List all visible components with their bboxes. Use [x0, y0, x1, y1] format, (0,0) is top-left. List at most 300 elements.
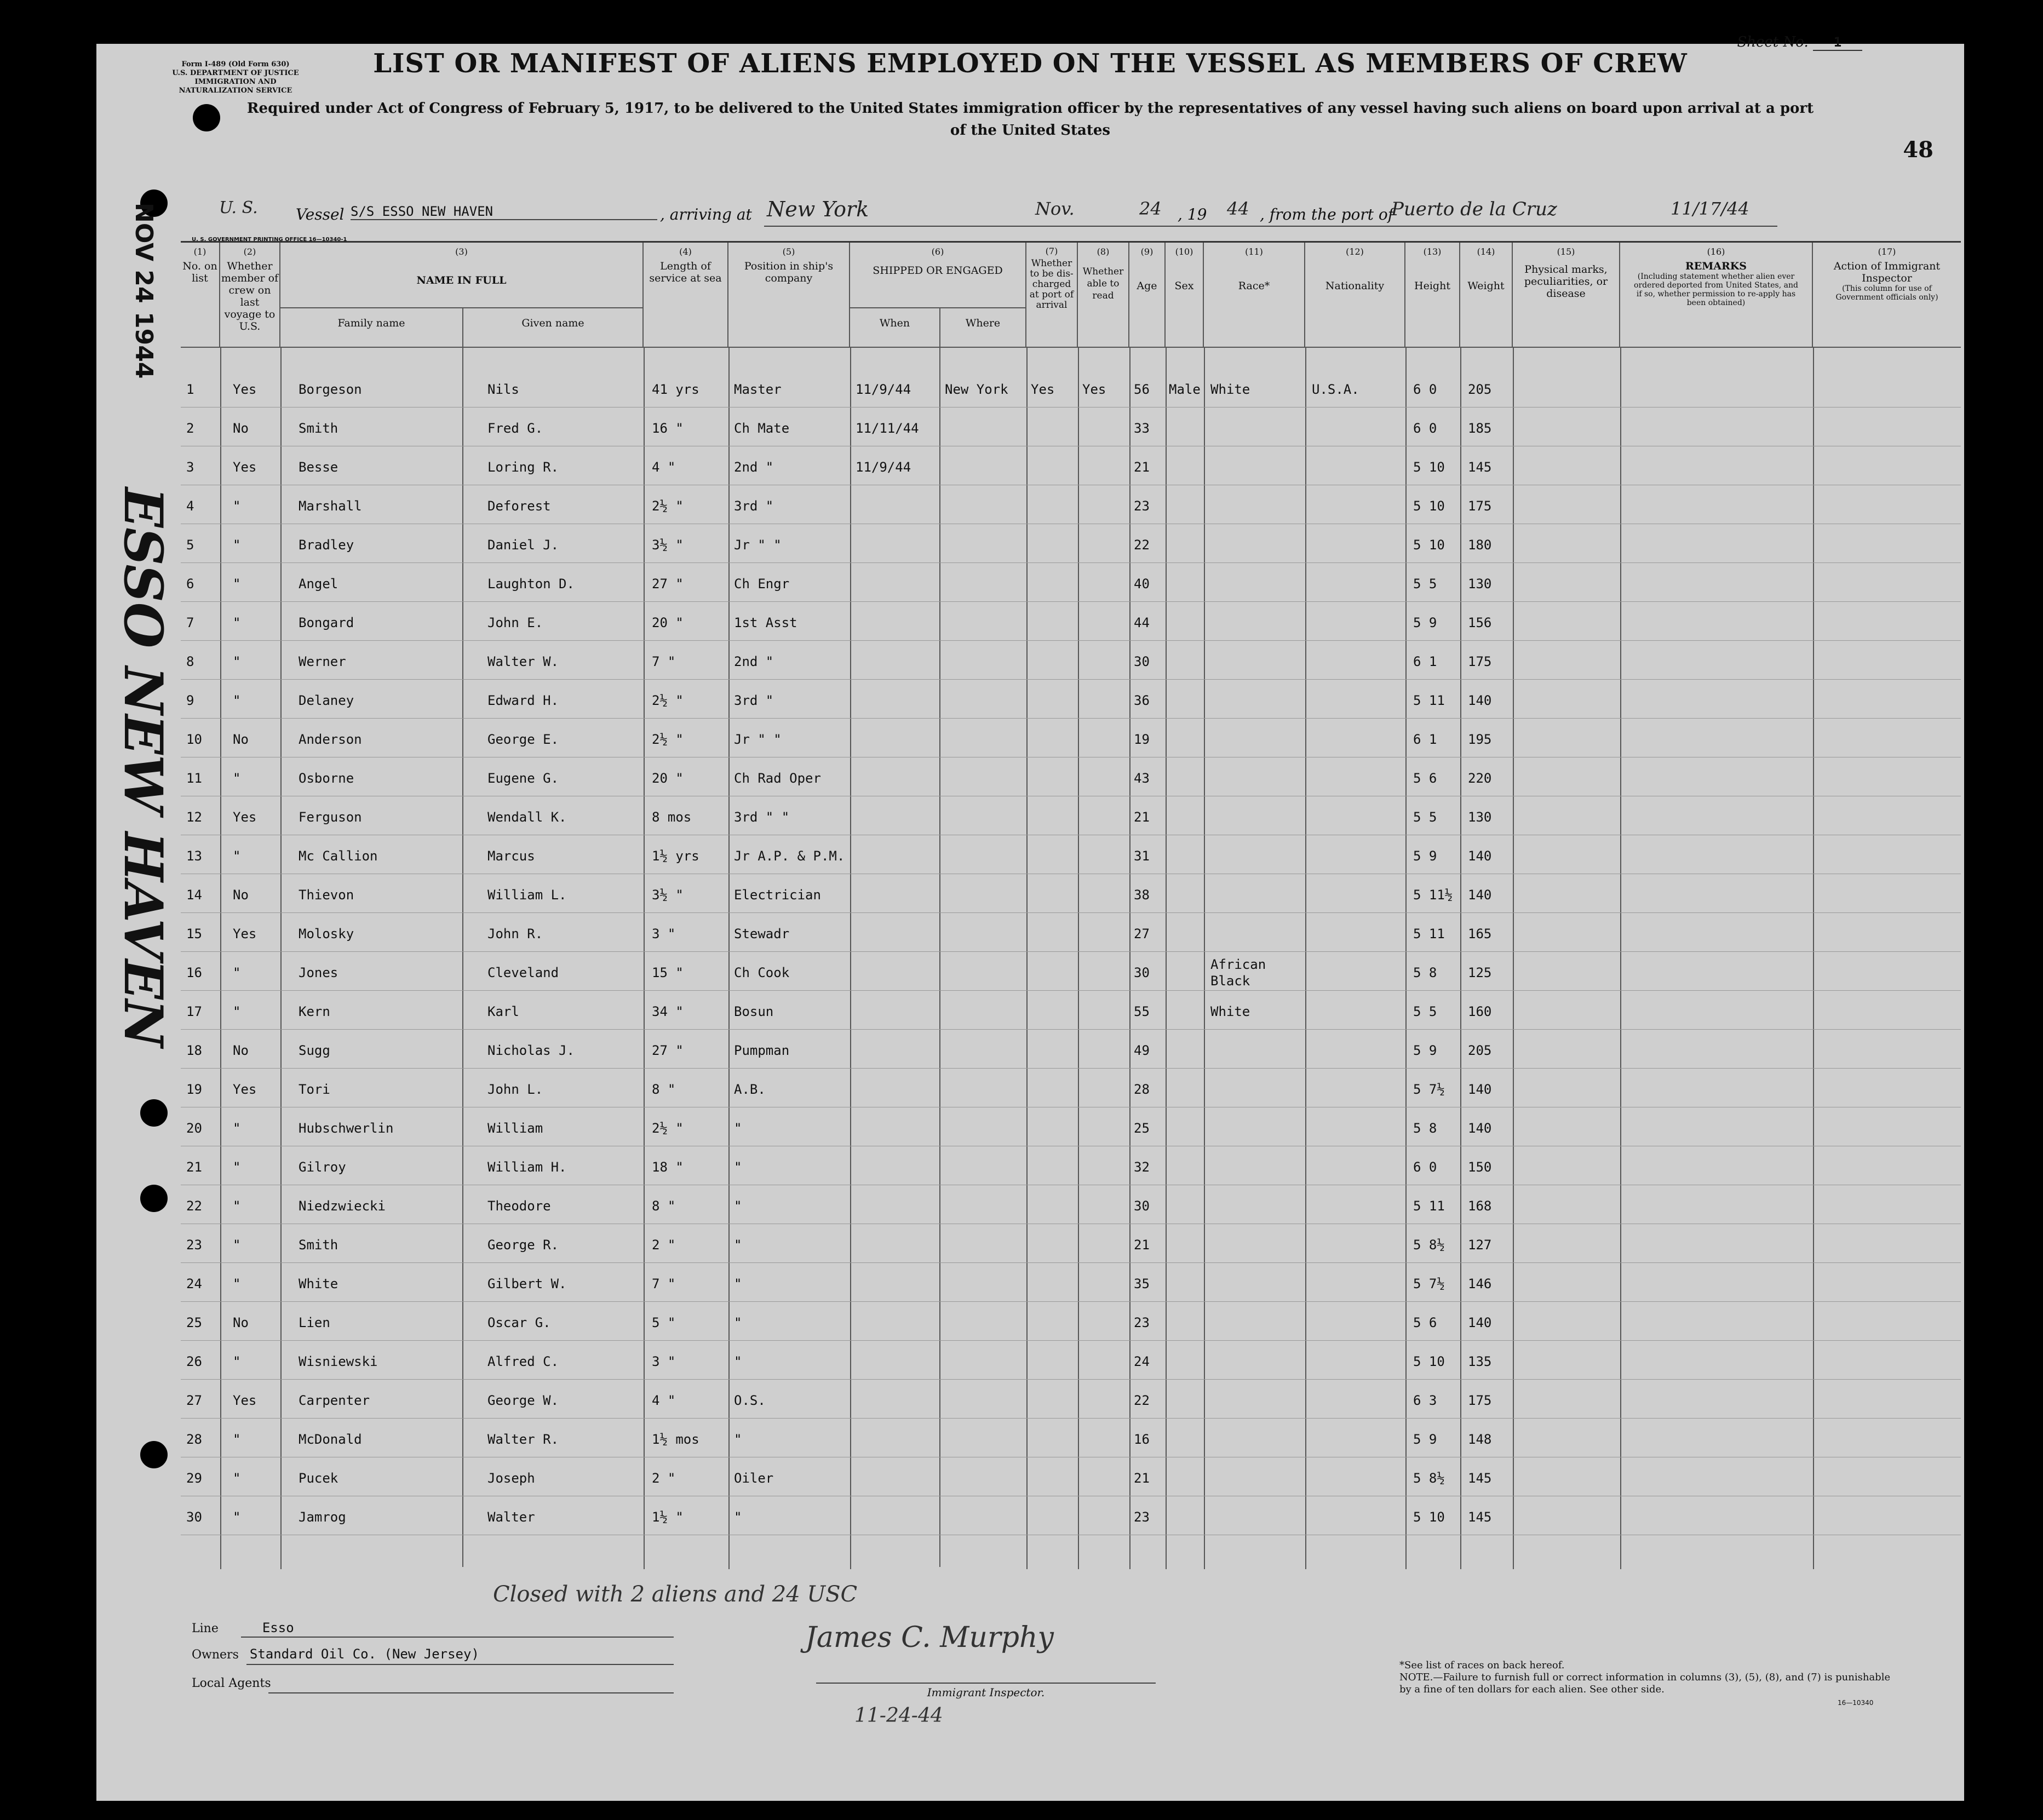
- row-weight: 140: [1468, 848, 1492, 864]
- row-rule: [181, 1379, 1961, 1380]
- row-prev-voyage: Yes: [233, 382, 257, 397]
- row-family-name: Jamrog: [299, 1509, 346, 1525]
- row-age: 38: [1134, 887, 1150, 903]
- row-given-name: Wendall K.: [487, 809, 567, 825]
- row-rule: [181, 1262, 1961, 1263]
- row-position: ": [734, 1509, 742, 1525]
- row-no: 29: [186, 1471, 202, 1486]
- row-height: 5 7½: [1413, 1276, 1445, 1291]
- row-age: 21: [1134, 809, 1150, 825]
- row-position: Oiler: [734, 1471, 774, 1486]
- row-given-name: George E.: [487, 732, 559, 747]
- row-discharged: Yes: [1031, 382, 1055, 397]
- signature-label: Immigrant Inspector.: [816, 1683, 1156, 1699]
- row-family-name: Niedzwiecki: [299, 1198, 386, 1214]
- row-given-name: William: [487, 1121, 543, 1136]
- row-given-name: Cleveland: [487, 965, 559, 980]
- row-height: 5 5: [1413, 576, 1437, 592]
- row-family-name: Gilroy: [299, 1159, 346, 1175]
- row-no: 17: [186, 1004, 202, 1019]
- header-name: (3) NAME IN FULL: [280, 243, 644, 347]
- row-position: ": [734, 1432, 742, 1447]
- sheet-number: Sheet No. 1: [1737, 34, 1862, 51]
- row-given-name: Nicholas J.: [487, 1043, 575, 1058]
- row-when: 11/9/44: [856, 382, 911, 397]
- row-prev-voyage: ": [233, 1198, 241, 1214]
- row-no: 8: [186, 654, 194, 669]
- table-row: [181, 447, 1961, 486]
- row-rule: [181, 601, 1961, 602]
- row-height: 5 11: [1413, 1198, 1445, 1214]
- row-rule: [181, 951, 1961, 952]
- row-no: 2: [186, 421, 194, 436]
- row-age: 23: [1134, 1315, 1150, 1330]
- row-weight: 130: [1468, 576, 1492, 592]
- row-service: 27 ": [652, 1043, 684, 1058]
- row-weight: 175: [1468, 498, 1492, 514]
- row-where: New York: [945, 382, 1008, 397]
- row-no: 23: [186, 1237, 202, 1253]
- row-weight: 220: [1468, 771, 1492, 786]
- owners-value: Standard Oil Co. (New Jersey): [249, 1646, 479, 1662]
- row-height: 6 0: [1413, 421, 1437, 436]
- table-row: [181, 525, 1961, 564]
- closing-note: Closed with 2 aliens and 24 USC: [493, 1582, 858, 1607]
- row-age: 28: [1134, 1082, 1150, 1097]
- row-family-name: Jones: [299, 965, 338, 980]
- table-row: [181, 1109, 1961, 1147]
- table-row: [181, 759, 1961, 797]
- row-family-name: Tori: [299, 1082, 330, 1097]
- row-position: ": [734, 1159, 742, 1175]
- row-rule: [181, 1340, 1961, 1341]
- row-weight: 146: [1468, 1276, 1492, 1291]
- table-row: [181, 992, 1961, 1031]
- row-no: 13: [186, 848, 202, 864]
- table-row: [181, 681, 1961, 720]
- row-position: Ch Engr: [734, 576, 790, 592]
- row-family-name: Pucek: [299, 1471, 338, 1486]
- row-service: 2 ": [652, 1471, 676, 1486]
- row-position: Master: [734, 382, 782, 397]
- row-no: 21: [186, 1159, 202, 1175]
- row-prev-voyage: ": [233, 1432, 241, 1447]
- header-height: (13) Height: [1405, 243, 1460, 347]
- row-height: 5 7½: [1413, 1082, 1445, 1097]
- row-position: ": [734, 1198, 742, 1214]
- row-weight: 140: [1468, 693, 1492, 708]
- row-family-name: Anderson: [299, 732, 362, 747]
- row-race: White: [1210, 1004, 1250, 1019]
- row-age: 16: [1134, 1432, 1150, 1447]
- table-row: [181, 1381, 1961, 1420]
- row-age: 23: [1134, 498, 1150, 514]
- row-service: 18 ": [652, 1159, 684, 1175]
- row-service: 34 ": [652, 1004, 684, 1019]
- header-age: (9) Age: [1129, 243, 1166, 347]
- footer-owners: Owners Standard Oil Co. (New Jersey): [192, 1646, 479, 1662]
- row-service: 8 ": [652, 1198, 676, 1214]
- date-stamp: NOV 24 1944: [130, 203, 158, 379]
- row-no: 26: [186, 1354, 202, 1369]
- row-position: 3rd " ": [734, 809, 790, 825]
- row-no: 27: [186, 1393, 202, 1408]
- row-service: 7 ": [652, 1276, 676, 1291]
- row-height: 6 1: [1413, 732, 1437, 747]
- row-age: 44: [1134, 615, 1150, 630]
- row-position: Electrician: [734, 887, 821, 903]
- row-prev-voyage: ": [233, 1004, 241, 1019]
- row-height: 5 8½: [1413, 1471, 1445, 1486]
- header-prev-voyage: (2) Whether member of crew on last voyage to U.S.: [220, 243, 280, 347]
- row-no: 18: [186, 1043, 202, 1058]
- row-service: 15 ": [652, 965, 684, 980]
- row-weight: 205: [1468, 382, 1492, 397]
- row-prev-voyage: ": [233, 1509, 241, 1525]
- row-service: 3½ ": [652, 537, 684, 553]
- row-race: White: [1210, 382, 1250, 397]
- header-where: Where: [965, 317, 1001, 329]
- row-family-name: Borgeson: [299, 382, 362, 397]
- row-position: ": [734, 1315, 742, 1330]
- row-rule: [181, 990, 1961, 991]
- table-row: [181, 797, 1961, 836]
- table-row: [181, 1420, 1961, 1459]
- row-weight: 140: [1468, 1082, 1492, 1097]
- row-position: Ch Mate: [734, 421, 790, 436]
- row-weight: 156: [1468, 615, 1492, 630]
- row-family-name: Sugg: [299, 1043, 330, 1058]
- table-row: [181, 564, 1961, 603]
- signature-date: 11-24-44: [854, 1704, 943, 1727]
- row-age: 19: [1134, 732, 1150, 747]
- row-position: ": [734, 1121, 742, 1136]
- row-height: 5 10: [1413, 498, 1445, 514]
- row-given-name: Joseph: [487, 1471, 535, 1486]
- row-given-name: William H.: [487, 1159, 567, 1175]
- row-service: 1½ ": [652, 1509, 684, 1525]
- row-age: 27: [1134, 926, 1150, 941]
- row-family-name: Hubschwerlin: [299, 1121, 394, 1136]
- row-weight: 160: [1468, 1004, 1492, 1019]
- row-given-name: Eugene G.: [487, 771, 559, 786]
- header-family-name: Family name: [337, 317, 405, 329]
- row-no: 25: [186, 1315, 202, 1330]
- line-value: Esso: [262, 1620, 294, 1635]
- row-service: 27 ": [652, 576, 684, 592]
- row-no: 20: [186, 1121, 202, 1136]
- header-sex: (10) Sex: [1166, 243, 1204, 347]
- table-row: [181, 486, 1961, 525]
- row-when: 11/11/44: [856, 421, 919, 436]
- row-given-name: William L.: [487, 887, 567, 903]
- manifest-table: [181, 241, 1961, 1568]
- row-family-name: McDonald: [299, 1432, 362, 1447]
- row-weight: 135: [1468, 1354, 1492, 1369]
- row-height: 5 10: [1413, 1509, 1445, 1525]
- line-rule: [241, 1637, 674, 1638]
- row-age: 36: [1134, 693, 1150, 708]
- row-position: 2nd ": [734, 460, 774, 475]
- row-given-name: John R.: [487, 926, 543, 941]
- row-family-name: Bongard: [299, 615, 354, 630]
- row-family-name: Carpenter: [299, 1393, 370, 1408]
- row-service: 8 mos: [652, 809, 692, 825]
- row-height: 5 9: [1413, 848, 1437, 864]
- row-age: 43: [1134, 771, 1150, 786]
- row-age: 33: [1134, 421, 1150, 436]
- row-no: 16: [186, 965, 202, 980]
- table-row: [181, 1459, 1961, 1497]
- row-family-name: Werner: [299, 654, 346, 669]
- row-prev-voyage: ": [233, 1276, 241, 1291]
- row-position: Pumpman: [734, 1043, 790, 1058]
- row-family-name: Bradley: [299, 537, 354, 553]
- row-prev-voyage: ": [233, 1159, 241, 1175]
- row-family-name: Marshall: [299, 498, 362, 514]
- row-no: 6: [186, 576, 194, 592]
- header-service: (4) Length of service at sea: [644, 243, 728, 347]
- row-height: 5 10: [1413, 537, 1445, 553]
- row-prev-voyage: ": [233, 1121, 241, 1136]
- header-when: When: [879, 317, 910, 329]
- row-age: 49: [1134, 1043, 1150, 1058]
- row-prev-voyage: No: [233, 887, 249, 903]
- vessel-line-rule: [764, 226, 1777, 227]
- punch-hole: [140, 1099, 168, 1127]
- row-given-name: Laughton D.: [487, 576, 575, 592]
- row-service: 8 ": [652, 1082, 676, 1097]
- row-service: 16 ": [652, 421, 684, 436]
- row-given-name: Gilbert W.: [487, 1276, 567, 1291]
- footer-line: Line Esso: [192, 1620, 294, 1635]
- row-height: 5 9: [1413, 615, 1437, 630]
- table-row: [181, 914, 1961, 953]
- row-given-name: Fred G.: [487, 421, 543, 436]
- table-row: [181, 1147, 1961, 1186]
- row-service: 20 ": [652, 615, 684, 630]
- row-position: ": [734, 1354, 742, 1369]
- row-service: 7 ": [652, 654, 676, 669]
- row-weight: 195: [1468, 732, 1492, 747]
- row-prev-voyage: ": [233, 615, 241, 630]
- row-position: 3rd ": [734, 498, 774, 514]
- row-service: 4 ": [652, 1393, 676, 1408]
- row-no: 1: [186, 382, 194, 397]
- row-age: 56: [1134, 382, 1150, 397]
- row-weight: 185: [1468, 421, 1492, 436]
- row-position: 3rd ": [734, 693, 774, 708]
- row-weight: 205: [1468, 1043, 1492, 1058]
- row-given-name: Loring R.: [487, 460, 559, 475]
- row-weight: 145: [1468, 1471, 1492, 1486]
- row-rule: [181, 1068, 1961, 1069]
- row-height: 5 5: [1413, 809, 1437, 825]
- row-family-name: Wisniewski: [299, 1354, 378, 1369]
- row-given-name: Oscar G.: [487, 1315, 551, 1330]
- row-height: 6 0: [1413, 382, 1437, 397]
- table-row: [181, 1264, 1961, 1303]
- row-weight: 148: [1468, 1432, 1492, 1447]
- row-prev-voyage: ": [233, 654, 241, 669]
- row-position: A.B.: [734, 1082, 766, 1097]
- row-height: 5 11: [1413, 693, 1445, 708]
- header-race: (11) Race*: [1204, 243, 1305, 347]
- row-position: Jr A.P. & P.M.: [734, 848, 845, 864]
- row-family-name: White: [299, 1276, 338, 1291]
- row-height: 5 10: [1413, 1354, 1445, 1369]
- vessel-prefix: U. S.: [219, 198, 258, 217]
- row-no: 9: [186, 693, 194, 708]
- row-position: Ch Rad Oper: [734, 771, 821, 786]
- row-prev-voyage: ": [233, 771, 241, 786]
- row-family-name: Lien: [299, 1315, 330, 1330]
- form-number-bottom: 16—10340: [1838, 1699, 1874, 1707]
- table-row: [181, 1225, 1961, 1264]
- row-position: Bosun: [734, 1004, 774, 1019]
- row-family-name: Angel: [299, 576, 338, 592]
- header-given-name: Given name: [521, 317, 584, 329]
- row-no: 5: [186, 537, 194, 553]
- row-rule: [181, 640, 1961, 641]
- row-given-name: Walter W.: [487, 654, 559, 669]
- row-service: 2½ ": [652, 498, 684, 514]
- agents-rule: [268, 1692, 674, 1693]
- row-height: 5 8: [1413, 1121, 1437, 1136]
- table-row: [181, 1070, 1961, 1109]
- row-height: 6 1: [1413, 654, 1437, 669]
- row-no: 24: [186, 1276, 202, 1291]
- row-prev-voyage: No: [233, 1315, 249, 1330]
- row-no: 10: [186, 732, 202, 747]
- row-family-name: Thievon: [299, 887, 354, 903]
- year-label: , 19: [1178, 205, 1207, 223]
- row-given-name: Nils: [487, 382, 519, 397]
- row-age: 30: [1134, 965, 1150, 980]
- row-rule: [181, 718, 1961, 719]
- row-weight: 140: [1468, 1121, 1492, 1136]
- row-given-name: Walter R.: [487, 1432, 559, 1447]
- row-family-name: Kern: [299, 1004, 330, 1019]
- header-read: (8) Whether able to read: [1078, 243, 1129, 347]
- header-shipped: (6) SHIPPED OR ENGAGED: [850, 243, 1026, 347]
- row-position: Jr " ": [734, 732, 782, 747]
- row-prev-voyage: ": [233, 576, 241, 592]
- row-prev-voyage: No: [233, 421, 249, 436]
- row-family-name: Delaney: [299, 693, 354, 708]
- arrival-day: 24: [1139, 198, 1162, 219]
- row-race: African Black: [1210, 957, 1266, 989]
- table-row: [181, 1031, 1961, 1070]
- row-prev-voyage: ": [233, 537, 241, 553]
- row-nationality: U.S.A.: [1312, 382, 1359, 397]
- row-no: 22: [186, 1198, 202, 1214]
- punch-hole: [140, 1441, 168, 1468]
- row-given-name: Walter: [487, 1509, 535, 1525]
- row-weight: 140: [1468, 1315, 1492, 1330]
- row-age: 40: [1134, 576, 1150, 592]
- row-service: 3 ": [652, 926, 676, 941]
- row-given-name: Edward H.: [487, 693, 559, 708]
- row-when: 11/9/44: [856, 460, 911, 475]
- arrival-month: Nov.: [1035, 198, 1075, 219]
- row-family-name: Molosky: [299, 926, 354, 941]
- row-rule: [181, 562, 1961, 563]
- row-age: 30: [1134, 654, 1150, 669]
- row-prev-voyage: ": [233, 693, 241, 708]
- table-row: [181, 603, 1961, 642]
- row-service: 20 ": [652, 771, 684, 786]
- row-age: 31: [1134, 848, 1150, 864]
- header-action: (17) Action of Immigrant Inspector (This column for use of Government officials only): [1833, 246, 1941, 302]
- header-remarks: (16) REMARKS (Including statement whether alien ever ordered deported from United States, and if so, whether permission to re-apply has been obtained): [1620, 243, 1813, 347]
- owners-rule: [246, 1664, 674, 1665]
- row-age: 55: [1134, 1004, 1150, 1019]
- row-no: 4: [186, 498, 194, 514]
- row-given-name: George R.: [487, 1237, 559, 1253]
- row-given-name: Theodore: [487, 1198, 551, 1214]
- form-identifier: Form I-489 (Old Form 630) U.S. DEPARTMENT OF JUSTICE IMMIGRATION AND NATURALIZATION SERVICE: [172, 60, 299, 95]
- row-given-name: Alfred C.: [487, 1354, 559, 1369]
- table-row: [181, 875, 1961, 914]
- row-position: 1st Asst: [734, 615, 797, 630]
- row-position: Stewadr: [734, 926, 790, 941]
- row-height: 6 0: [1413, 1159, 1437, 1175]
- table-row: [181, 836, 1961, 875]
- vessel-name: S/S ESSO NEW HAVEN: [351, 204, 657, 220]
- row-age: 25: [1134, 1121, 1150, 1136]
- table-row: [181, 1342, 1961, 1381]
- row-prev-voyage: Yes: [233, 460, 257, 475]
- row-height: 5 8½: [1413, 1237, 1445, 1253]
- row-rule: [181, 912, 1961, 913]
- row-rule: [181, 1418, 1961, 1419]
- row-sex: Male: [1169, 382, 1201, 397]
- row-weight: 175: [1468, 654, 1492, 669]
- row-rule: [181, 679, 1961, 680]
- row-service: 2½ ": [652, 732, 684, 747]
- row-given-name: Deforest: [487, 498, 551, 514]
- row-position: Ch Cook: [734, 965, 790, 980]
- header-position: (5) Position in ship's company: [728, 243, 850, 347]
- inspector-signature: James C. Murphy: [805, 1621, 1054, 1654]
- table-row: [181, 953, 1961, 992]
- row-no: 7: [186, 615, 194, 630]
- table-row: [181, 720, 1961, 759]
- table-row: [181, 409, 1961, 447]
- row-position: Jr " ": [734, 537, 782, 553]
- row-rule: [181, 1301, 1961, 1302]
- page-number: 48: [1903, 137, 1933, 163]
- row-service: 5 ": [652, 1315, 676, 1330]
- row-height: 5 11: [1413, 926, 1445, 941]
- row-weight: 175: [1468, 1393, 1492, 1408]
- row-prev-voyage: ": [233, 848, 241, 864]
- row-age: 35: [1134, 1276, 1150, 1291]
- row-service: 3 ": [652, 1354, 676, 1369]
- row-rule: [181, 1029, 1961, 1030]
- row-age: 21: [1134, 460, 1150, 475]
- shipped-subrule: [850, 307, 1026, 308]
- row-given-name: Marcus: [487, 848, 535, 864]
- row-service: 3½ ": [652, 887, 684, 903]
- row-prev-voyage: ": [233, 1237, 241, 1253]
- row-no: 3: [186, 460, 194, 475]
- row-position: O.S.: [734, 1393, 766, 1408]
- row-no: 30: [186, 1509, 202, 1525]
- row-height: 6 3: [1413, 1393, 1437, 1408]
- row-weight: 145: [1468, 1509, 1492, 1525]
